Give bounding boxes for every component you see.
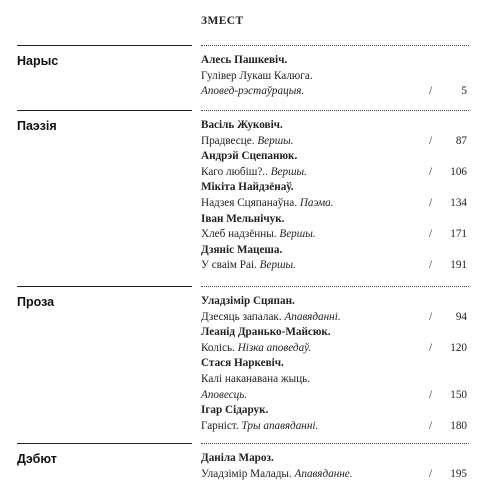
dotted-rule: [201, 45, 469, 46]
entry-title: [201, 134, 294, 150]
page-separator: /: [429, 165, 433, 178]
entry-author: Андрэй Сцепанюк.: [201, 150, 298, 163]
dotted-rule: [201, 110, 469, 111]
section-rule: [17, 45, 192, 46]
entry-title: [201, 84, 304, 100]
work-title: Уладзімір Малады.: [201, 467, 295, 480]
entry-author: Даніла Мароз.: [201, 452, 274, 464]
work-title: Колісь.: [201, 341, 238, 354]
entry-line: [201, 310, 469, 326]
entry-line: [201, 134, 469, 150]
work-title: Каго любіш?..: [201, 165, 271, 178]
toc-entry[interactable]: [201, 53, 469, 100]
section-entries: [201, 118, 469, 274]
page-separator: /: [429, 467, 433, 480]
section-rule: [17, 443, 192, 444]
toc-entry[interactable]: [201, 212, 469, 243]
work-genre: Вершы.: [270, 165, 307, 178]
entry-title: [201, 419, 318, 435]
entry-title: [201, 372, 310, 388]
entry-author: Уладзімір Сцяпан.: [201, 295, 295, 307]
section-label: Нарыс: [17, 54, 59, 68]
work-genre: Аповед-рэстаўрацыя.: [201, 85, 305, 98]
page-separator: /: [429, 419, 433, 432]
page-separator: /: [429, 196, 433, 209]
page-separator: /: [429, 85, 433, 98]
entry-title: [201, 341, 311, 357]
section-rule: [17, 286, 192, 287]
toc-entry[interactable]: [201, 451, 469, 482]
page-number: 195: [450, 467, 467, 480]
toc-entry[interactable]: [201, 243, 469, 274]
page-number: 150: [450, 388, 467, 401]
work-title: У сваім Раі.: [201, 259, 260, 272]
section-entries: [201, 53, 469, 100]
dotted-rule: [201, 443, 469, 444]
page-separator: /: [429, 259, 433, 272]
page-number: 87: [455, 134, 467, 147]
entry-title: [201, 388, 247, 404]
work-title: Гулівер Лукаш Калюга.: [201, 69, 313, 82]
page-number: 106: [450, 165, 467, 178]
entry-line: [201, 388, 469, 404]
entry-author: Алесь Пашкевіч.: [201, 54, 288, 66]
work-genre: Апавяданні.: [284, 310, 341, 323]
page-separator: /: [429, 228, 433, 241]
entry-line: [201, 69, 469, 85]
entry-line: [201, 84, 469, 100]
work-genre: Вершы.: [257, 134, 294, 147]
page-separator: /: [429, 310, 433, 323]
entry-line: [201, 372, 469, 388]
entry-author: Дзяніс Мацеша.: [201, 243, 283, 256]
work-title: Гарніст.: [201, 419, 242, 432]
toc-entry[interactable]: [201, 403, 469, 434]
entry-author: Іван Мельнічук.: [201, 212, 285, 225]
toc-entry[interactable]: [201, 294, 469, 325]
toc-entry[interactable]: [201, 180, 469, 211]
entry-title: [201, 165, 307, 181]
page-number: 180: [450, 419, 467, 432]
toc-entry[interactable]: [201, 118, 469, 149]
work-genre: Аповесць.: [201, 388, 248, 401]
work-title: Надзея Сцяпанаўна.: [201, 196, 300, 209]
entry-author: Леанід Дранько-Майсюк.: [201, 326, 331, 339]
work-genre: Вершы.: [259, 259, 296, 272]
section-entries: [201, 294, 469, 434]
page-title: ЗМЕСТ: [201, 15, 244, 27]
work-genre: Тры апавяданні.: [241, 419, 319, 432]
work-title: Калі наканавана жыць.: [201, 372, 310, 385]
work-genre: Вершы.: [279, 228, 316, 241]
entry-line: [201, 165, 469, 181]
entry-line: [201, 341, 469, 357]
work-genre: Паэма.: [299, 196, 334, 209]
page-number: 134: [450, 196, 467, 209]
entry-title: [201, 196, 334, 212]
work-title: Прадвесце.: [201, 134, 258, 147]
toc-entry[interactable]: [201, 356, 469, 403]
page-separator: /: [429, 134, 433, 147]
work-genre: Апавяданне.: [294, 467, 353, 480]
section-label: Проза: [17, 295, 55, 309]
work-genre: Нізка аповедаў.: [237, 341, 312, 354]
entry-author: Стася Наркевіч.: [201, 357, 284, 370]
section-label: Паэзія: [17, 119, 57, 133]
dotted-rule: [201, 286, 469, 287]
entry-line: [201, 419, 469, 435]
section-entries: [201, 451, 469, 482]
entry-line: [201, 467, 469, 483]
page-separator: /: [429, 341, 433, 354]
entry-author: Ігар Сідарук.: [201, 404, 269, 417]
page-number: 120: [450, 341, 467, 354]
entry-title: [201, 310, 341, 326]
entry-line: [201, 196, 469, 212]
toc-entry[interactable]: [201, 325, 469, 356]
page-number: 5: [461, 85, 467, 98]
entry-title: [201, 69, 313, 85]
entry-title: [201, 258, 296, 274]
section-label: Дэбют: [17, 452, 57, 466]
work-title: Дзесяць запалак.: [201, 310, 285, 323]
page-number: 94: [455, 310, 467, 323]
entry-author: Васіль Жуковіч.: [201, 119, 283, 131]
entry-line: [201, 258, 469, 274]
toc-entry[interactable]: [201, 149, 469, 180]
page-number: 171: [450, 228, 467, 241]
entry-author: Мікіта Найдзёнаў.: [201, 181, 294, 194]
work-title: Хлеб надзённы.: [201, 228, 280, 241]
entry-line: [201, 227, 469, 243]
entry-title: [201, 227, 316, 243]
entry-title: [201, 467, 353, 483]
section-rule: [17, 110, 192, 111]
page-separator: /: [429, 388, 433, 401]
page-number: 191: [450, 259, 467, 272]
